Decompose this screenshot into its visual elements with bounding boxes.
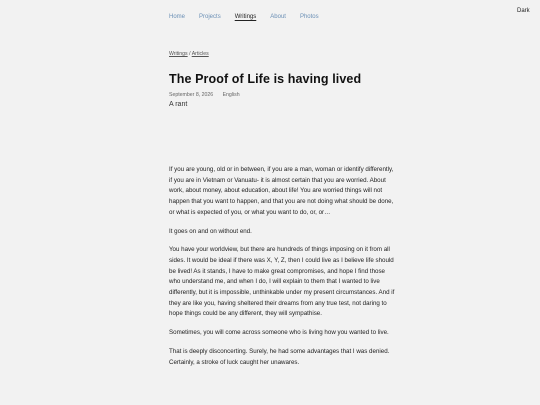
article-date: September 8, 2026 bbox=[169, 92, 214, 98]
nav-photos[interactable]: Photos bbox=[299, 14, 319, 20]
page-title: The Proof of Life is having lived bbox=[169, 72, 362, 86]
article-language: English bbox=[222, 92, 240, 98]
article-subtitle: A rant bbox=[169, 101, 188, 108]
paragraph: If you are young, old or in between, if you are a man, woman or identify differently, if you are in Vietnam or Vanuatu- it is almost certain that you are worried. About work, about money, about education, about life! You are worried things will not happen that you want to happen, and that you are not doing what should be done, or what is expected of you, or what you want to do, or, or… bbox=[169, 166, 394, 216]
paragraph: That is deeply disconcerting. Surely, he had some advantages that I was denied. Certainly, a stroke of luck caught her unawares. bbox=[169, 347, 390, 366]
breadcrumb-articles[interactable]: Articles bbox=[191, 51, 209, 57]
article-meta bbox=[169, 92, 248, 98]
breadcrumb bbox=[169, 51, 209, 57]
theme-toggle-button[interactable]: Dark bbox=[517, 8, 530, 14]
top-nav bbox=[169, 14, 333, 20]
article-body bbox=[169, 165, 395, 376]
paragraph: It goes on and on without end. bbox=[169, 227, 252, 235]
breadcrumb-writings[interactable]: Writings bbox=[169, 51, 188, 57]
breadcrumb-separator: / bbox=[189, 51, 191, 57]
nav-about[interactable]: About bbox=[270, 14, 286, 20]
paragraph: You have your worldview, but there are hundreds of things imposing on it from all sides. It would be ideal if there was X, Y, Z, then I could live as I believe life should be lived! As it stands, I have to make great compromises, and hope I find those who understand me, and when I do, I will explain to them that I wanted to live differently, but it is impossible, unthinkable under my present circumstances. And if they are like you, having sheltered their dreams from any true test, not daring to hope things could be any different, they will sympathise. bbox=[169, 246, 395, 318]
nav-writings[interactable]: Writings bbox=[234, 14, 257, 20]
nav-projects[interactable]: Projects bbox=[199, 14, 221, 20]
nav-home[interactable]: Home bbox=[169, 14, 186, 20]
paragraph: Sometimes, you will come across someone who is living how you wanted to live. bbox=[169, 329, 389, 337]
